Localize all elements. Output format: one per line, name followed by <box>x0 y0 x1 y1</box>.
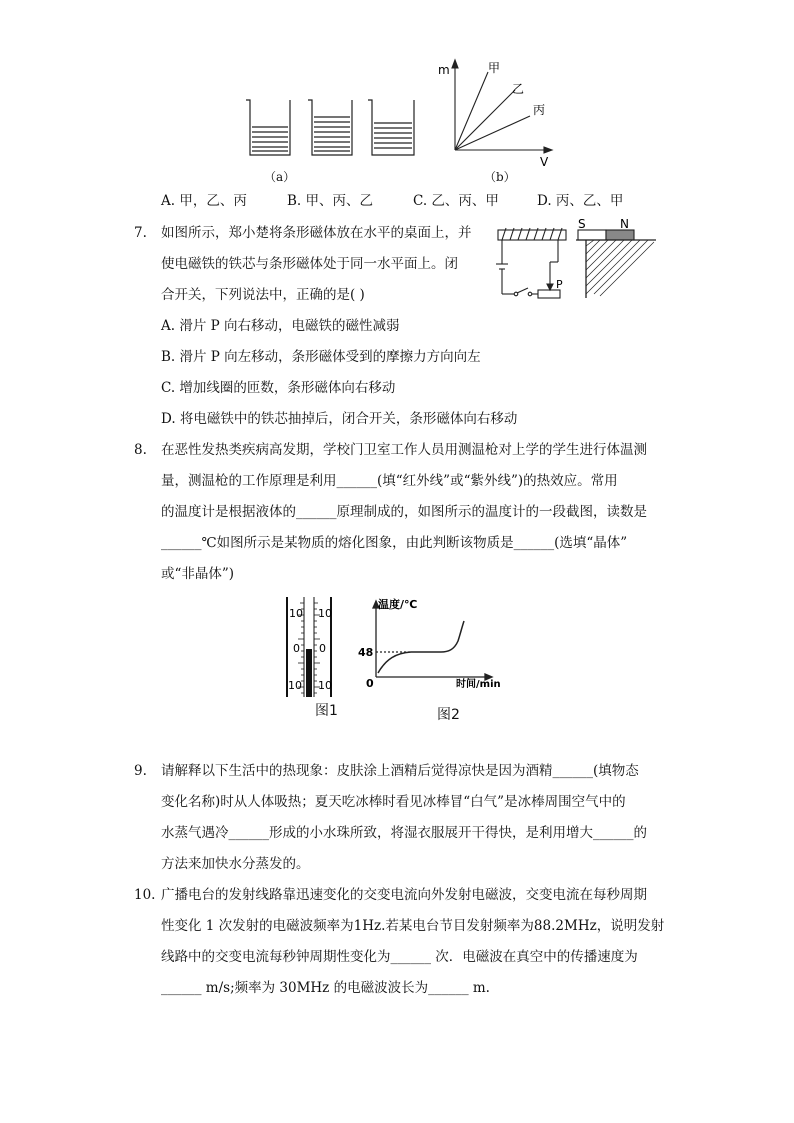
rheostat <box>538 290 560 298</box>
melting-graph <box>356 595 516 695</box>
electromagnet-figure <box>490 218 660 303</box>
mass-volume-graph <box>430 58 560 170</box>
x-axis-arrow <box>544 147 552 153</box>
q10-line-4: ______ m/s;频率为 30MHz 的电磁波波长为______ m. <box>161 980 490 996</box>
fig2-ylabel: 温度/℃ <box>378 598 418 611</box>
label-n: N <box>620 218 629 231</box>
thermometer-figure <box>284 597 334 700</box>
line-yi <box>455 90 515 150</box>
caption-a: （a） <box>264 170 296 184</box>
beaker-1 <box>246 100 290 155</box>
fig2-xlabel: 时间/min <box>456 679 501 690</box>
slider-p <box>547 284 553 290</box>
q9-line-4: 方法来加快水分蒸发的。 <box>161 856 310 872</box>
q6-option-b: B. 甲、丙、乙 <box>287 193 374 209</box>
q7-option-d: D. 将电磁铁中的铁芯抽掉后，闭合开关，条形磁体向右移动 <box>161 411 518 427</box>
q6-option-a: A. 甲，乙、丙 <box>161 193 247 209</box>
q8-line-4: ______℃如图所示是某物质的熔化图象，由此判断该物质是______(选填“晶体” <box>161 535 628 551</box>
tick-mid-right: 0 <box>319 642 326 655</box>
beakers-figure <box>240 95 425 160</box>
fig2-origin: 0 <box>366 677 374 690</box>
line-jia <box>455 72 488 150</box>
fig1-caption: 图1 <box>315 703 338 719</box>
melting-curve <box>378 621 464 673</box>
label-jia: 甲 <box>488 61 501 75</box>
switch-blade <box>517 288 528 293</box>
q9-line-1: 请解释以下生活中的热现象：皮肤涂上酒精后觉得凉快是因为酒精______(填物态 <box>161 763 639 779</box>
q8-line-1: 在恶性发热类疾病高发期，学校门卫室工作人员用测温枪对上学的学生进行体温测 <box>161 442 647 458</box>
q7-option-c: C. 增加线圈的匝数，条形磁体向右移动 <box>161 380 396 396</box>
q9-number: 9. <box>134 763 147 779</box>
line-bing <box>455 116 530 150</box>
tick-bottom-right: 10 <box>318 679 332 692</box>
q8-line-5: 或“非晶体”) <box>161 566 235 582</box>
beaker-2 <box>308 100 352 155</box>
tick-top-right: 10 <box>318 607 332 620</box>
label-yi: 乙 <box>512 82 525 96</box>
y-axis-arrow <box>452 60 458 68</box>
axis-v-label: V <box>540 155 549 169</box>
tick-bottom-left: 10 <box>288 679 302 692</box>
beaker-3 <box>368 100 414 155</box>
q10-line-1: 广播电台的发射线路靠迅速变化的交变电流向外发射电磁波，交变电流在每秒周期 <box>161 887 647 903</box>
q6-option-c: C. 乙、丙、甲 <box>413 193 499 209</box>
q7-number: 7. <box>134 225 147 241</box>
label-p: P <box>556 278 563 291</box>
tick-top-left: 10 <box>289 607 303 620</box>
q8-number: 8. <box>134 442 147 458</box>
q10-number: 10. <box>134 887 156 903</box>
q7-stem-line-2: 使电磁铁的铁芯与条形磁体处于同一水平面上。闭 <box>161 256 458 272</box>
fig2-y-tick-48: 48 <box>358 646 374 659</box>
q9-line-2: 变化名称)时从人体吸热；夏天吃冰棒时看见冰棒冒“白气”是冰棒周围空气中的 <box>161 794 626 810</box>
liquid-column <box>306 649 312 697</box>
q7-stem-line-3: 合开关，下列说法中，正确的是( ) <box>161 287 365 303</box>
fig2-caption: 图2 <box>437 707 460 723</box>
magnet-n-half <box>606 230 634 240</box>
iron-core <box>498 230 566 240</box>
q6-option-d: D. 丙、乙、甲 <box>537 193 624 209</box>
q8-line-2: 量，测温枪的工作原理是利用______(填“红外线”或“紫外线”)的热效应。常用 <box>161 473 618 489</box>
axis-m-label: m <box>438 63 450 77</box>
label-s: S <box>578 218 586 231</box>
q10-line-2: 性变化 1 次发射的电磁波频率为1Hz.若某电台节目发射频率为88.2MHz，说明发射 <box>161 918 665 934</box>
q9-line-3: 水蒸气遇冷______形成的小水珠所致，将湿衣服展开干得快，是利用增大______的 <box>161 825 647 841</box>
table-hatch <box>586 240 654 296</box>
q7-option-a: A. 滑片 P 向右移动，电磁铁的磁性减弱 <box>161 318 400 334</box>
caption-b: （b） <box>484 170 516 184</box>
q7-stem-line-1: 如图所示，郑小楚将条形磁体放在水平的桌面上，并 <box>161 225 472 241</box>
q10-line-3: 线路中的交变电流每秒钟周期性变化为______ 次．电磁波在真空中的传播速度为 <box>161 949 638 965</box>
magnet-s-half <box>578 230 606 240</box>
tick-mid-left: 0 <box>293 642 300 655</box>
q7-option-b: B. 滑片 P 向左移动，条形磁体受到的摩擦力方向向左 <box>161 349 481 365</box>
q8-line-3: 的温度计是根据液体的______原理制成的，如图所示的温度计的一段截图，读数是 <box>161 504 647 520</box>
label-bing: 丙 <box>533 103 546 117</box>
